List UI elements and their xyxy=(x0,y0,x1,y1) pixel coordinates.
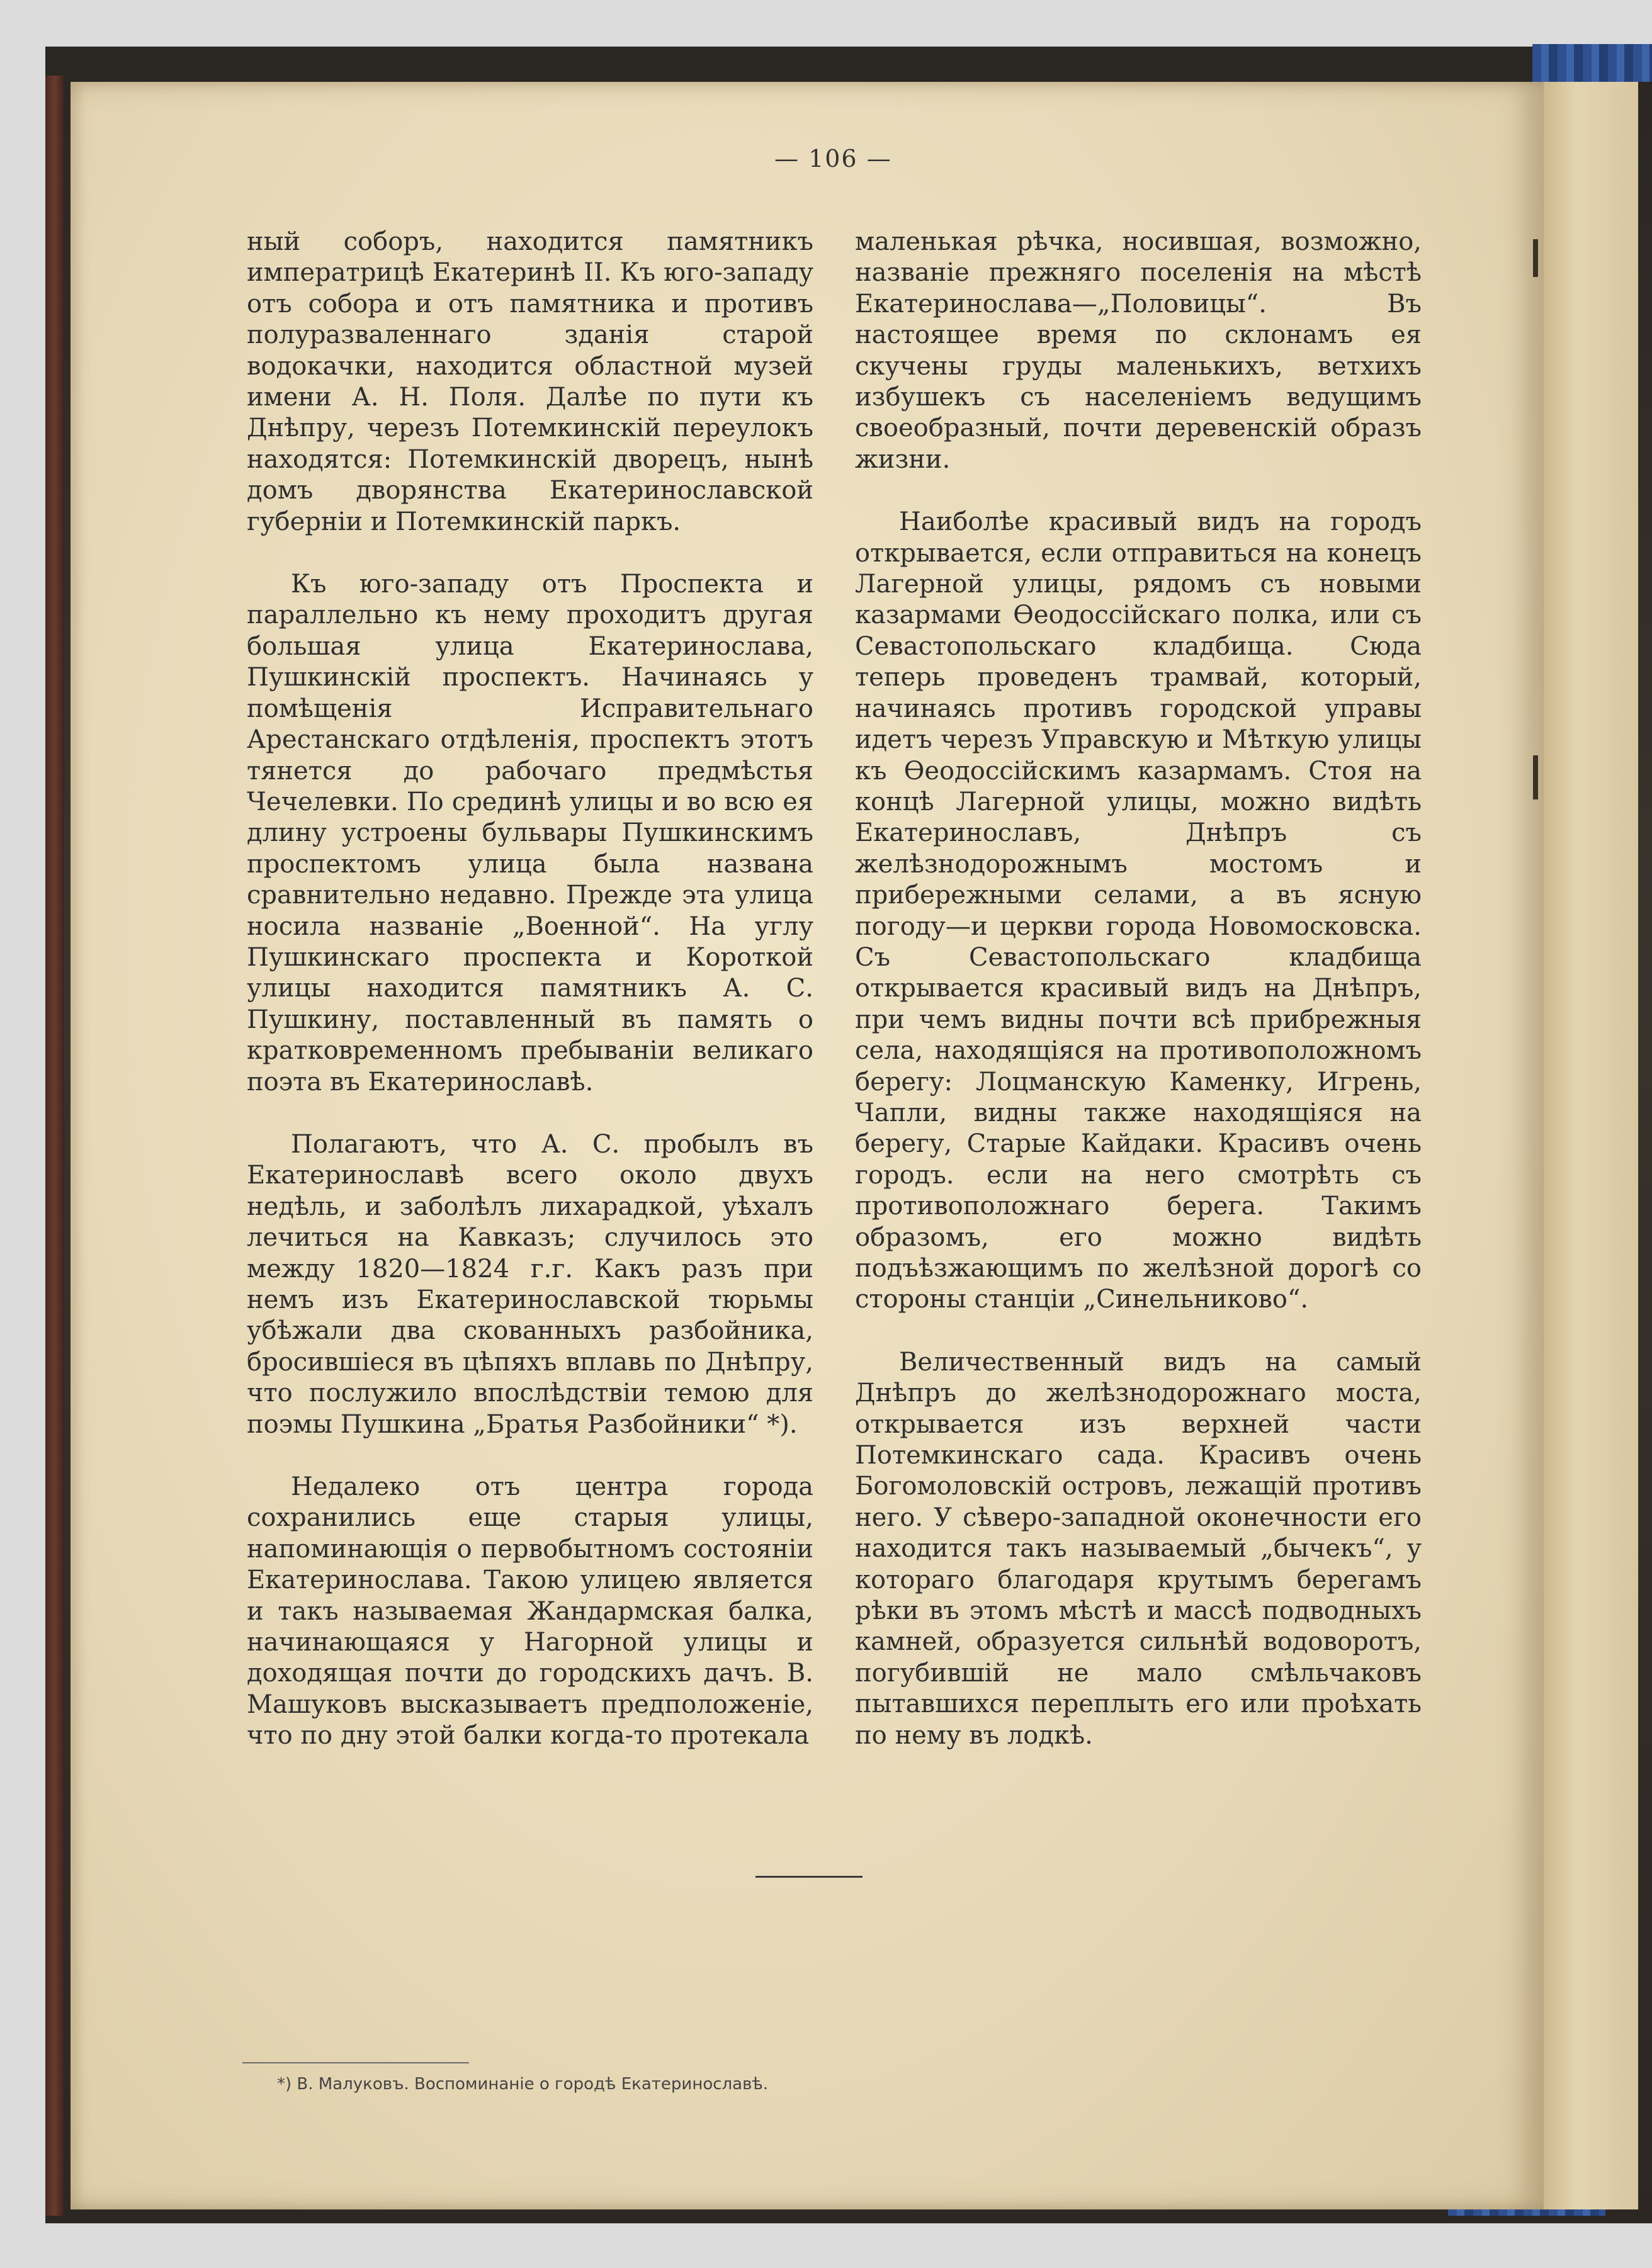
page-edge-mark xyxy=(1533,755,1538,799)
book-spine-edge xyxy=(45,76,64,2216)
footnote-rule xyxy=(242,2062,469,2063)
section-divider xyxy=(755,1876,863,1878)
paragraph: ный соборъ, находится памятникъ императрицѣ Екатеринѣ II. Къ юго-западу отъ собора и отъ памятника и противъ полуразваленнаго зданія старой водокачки, находится областной музей имени А. Н. Поля. Далѣе по пути къ Днѣпру, черезъ Потемкинскій переулокъ находятся: Потемкинскій дворецъ, нынѣ домъ дворянства Екатеринославской губерніи и Потемкинскій паркъ. xyxy=(247,227,813,536)
paragraph: Наиболѣе красивый видъ на городъ открывается, если отправиться на конецъ Лагерной улицы, рядомъ съ новыми казармами Ѳеодоссійскаго полка, или съ Севастопольскаго кладбища. Сюда теперь проведенъ трамвай, который, начинаясь противъ городской управы идетъ черезъ Управскую и Мѣткую улицы къ Ѳеодоссійскимъ казармамъ. Стоя на концѣ Лагерной улицы, можно видѣть Екатеринославъ, Днѣпръ съ желѣзнодорожнымъ мостомъ и прибережными селами, а въ ясную погоду—и церкви города Новомосковска. Съ Севастопольскаго кладбища открывается красивый видъ на Днѣпръ, при чемъ видны почти всѣ прибрежныя села, находящіяся на противоположномъ берегу: Лоцманскую Каменку, Игрень, Чапли, видны также находящіяся на берегу, Старые Кайдаки. Красивъ очень городъ. если на него смотрѣть съ противоположнаго берега. Такимъ образомъ, его можно видѣть подъѣзжающимъ по желѣзной дорогѣ со стороны станціи „Синельниково“. xyxy=(855,507,1422,1314)
paragraph: Къ юго-западу отъ Проспекта и параллельно къ нему проходитъ другая большая улица Екатеринослава, Пушкинскій проспектъ. Начинаясь у помѣщенія Исправительнаго Арестанскаго отдѣленія, проспектъ этотъ тянется до рабочаго предмѣстья Чечелевки. По срединѣ улицы и во всю ея длину устроены бульвары Пушкинскимъ проспектомъ улица была названа сравнительно недавно. Прежде эта улица носила названіе „Военной“. На углу Пушкинскаго проспекта и Короткой улицы находится памятникъ А. С. Пушкину, поставленный въ память о кратковременномъ пребываніи великаго поэта въ Екатеринославѣ. xyxy=(247,570,813,1097)
page-number: — 106 — xyxy=(774,145,892,172)
footnote: *) В. Малуковъ. Воспоминаніе о городѣ Екатеринославѣ. xyxy=(277,2075,769,2094)
paragraph: маленькая рѣчка, носившая, возможно, названіе прежняго поселенія на мѣстѣ Екатеринослава—„Половицы“. Въ настоящее время по склонамъ ея скучены груды маленькихъ, ветхихъ избушекъ съ населеніемъ ведущимъ своеобразный, почти деревенскій образъ жизни. xyxy=(855,227,1422,474)
paragraph: Недалеко отъ центра города сохранились еще старыя улицы, напоминающія о первобытномъ состояніи Екатеринослава. Такою улицею является и такъ называемая Жандармская балка, начинающаяся у Нагорной улицы и доходящая почти до городскихъ дачъ. В. Машуковъ высказываетъ предположеніе, что по дну этой балки когда-то протекала xyxy=(247,1472,813,1751)
paragraph: Величественный видъ на самый Днѣпръ до желѣзнодорожнаго моста, открывается изъ верхней части Потемкинскаго сада. Красивъ очень Богомоловскій островъ, лежащій противъ него. У сѣверо-западной оконечности его находится такъ называемый „бычекъ“, у котораго благодаря крутымъ берегамъ рѣки въ этомъ мѣстѣ и массѣ подводныхъ камней, образуется сильнѣй водоворотъ, погубившій не мало смѣльчаковъ пытавшихся переплыть его или проѣхать по нему въ лодкѣ. xyxy=(855,1347,1422,1750)
page-edge-mark xyxy=(1533,239,1538,277)
paragraph: Полагаютъ, что А. С. пробылъ въ Екатеринославѣ всего около двухъ недѣль, и заболѣлъ лихарадкой, уѣхалъ лечиться на Кавказъ; случилось это между 1820—1824 г.г. Какъ разъ при немъ изъ Екатеринославской тюрьмы убѣжали два скованныхъ разбойника, бросившіеся въ цѣпяхъ вплавь по Днѣпру, что послужило впослѣдствіи темою для поэмы Пушкина „Братья Разбойники“ *). xyxy=(247,1129,813,1439)
right-text-column xyxy=(855,227,1422,1783)
next-page-edge xyxy=(1544,82,1638,2209)
blue-binding-tape-top xyxy=(1532,44,1652,82)
left-text-column xyxy=(247,227,813,1783)
